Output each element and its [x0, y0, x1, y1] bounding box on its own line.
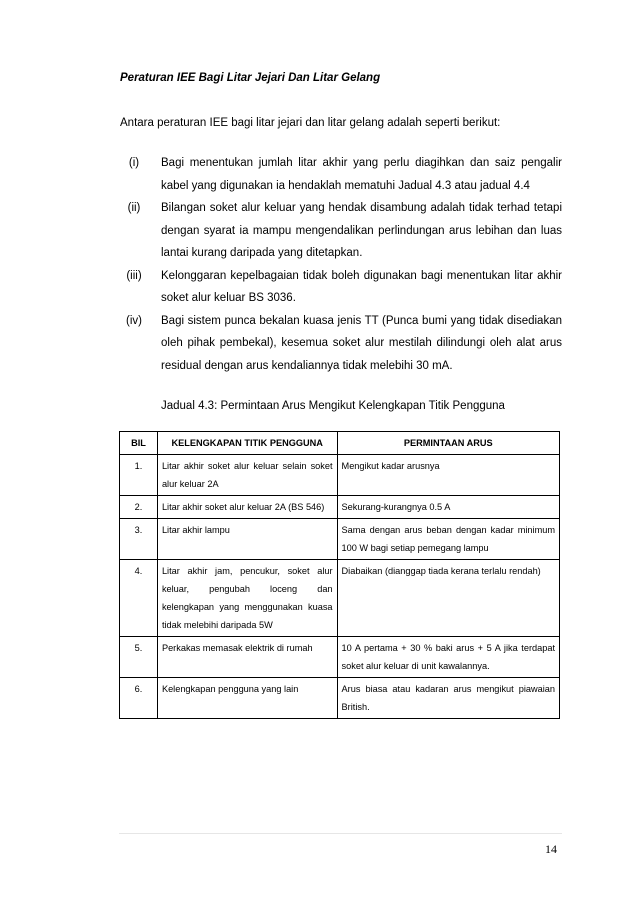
row-equipment: Perkakas memasak elektrik di rumah — [157, 637, 337, 678]
row-number: 4. — [120, 560, 158, 637]
row-number: 2. — [120, 496, 158, 519]
list-item-number: (iii) — [126, 269, 142, 282]
list-item-text: Kelonggaran kepelbagaian tidak boleh digunakan bagi menentukan litar akhir soket alur keluar BS 3036. — [161, 269, 562, 304]
list-item — [120, 197, 562, 265]
table-row — [120, 560, 560, 637]
list-item-text: Bagi menentukan jumlah litar akhir yang perlu diagihkan dan saiz pengalir kabel yang digunakan ia hendaklah mematuhi Jadual 4.3 atau jadual 4.4 — [161, 157, 562, 192]
list-item — [120, 310, 562, 378]
footer-divider — [119, 833, 562, 834]
list-item-number: (ii) — [127, 202, 141, 214]
list-item-number: (i) — [128, 157, 140, 169]
row-equipment: Kelengkapan pengguna yang lain — [157, 678, 337, 719]
current-demand-table — [119, 431, 560, 719]
list-item-number: (iv) — [126, 314, 142, 327]
table-row — [120, 678, 560, 719]
row-number: 1. — [120, 455, 158, 496]
row-demand: Arus biasa atau kadaran arus mengikut piawaian British. — [337, 678, 559, 719]
page-number: 14 — [545, 842, 557, 856]
list-item-text: Bilangan soket alur keluar yang hendak disambung adalah tidak terhad tetapi dengan syarat ia mampu mengendalikan perlindungan arus lebihan dan luas lantai kurang daripada yang ditetapkan. — [161, 202, 562, 259]
row-demand: Mengikut kadar arusnya — [337, 455, 559, 496]
row-equipment: Litar akhir soket alur keluar selain soket alur keluar 2A — [157, 455, 337, 496]
header-bil: BIL — [120, 432, 158, 455]
header-equipment: KELENGKAPAN TITIK PENGGUNA — [157, 432, 337, 455]
regulation-list — [120, 152, 562, 377]
table-caption: Jadual 4.3: Permintaan Arus Mengikut Kelengkapan Titik Pengguna — [161, 400, 505, 412]
row-equipment: Litar akhir soket alur keluar 2A (BS 546) — [157, 496, 337, 519]
header-demand: PERMINTAAN ARUS — [337, 432, 559, 455]
list-item-text: Bagi sistem punca bekalan kuasa jenis TT (Punca bumi yang tidak disediakan oleh pihak pembekal), kesemua soket alur mestilah dilindungi oleh alat arus residual dengan arus kendaliannya tidak melebihi 30 mA. — [161, 314, 562, 372]
list-item — [120, 152, 562, 197]
table-row — [120, 637, 560, 678]
table-row — [120, 455, 560, 496]
row-demand: 10 A pertama + 30 % baki arus + 5 A jika terdapat soket alur keluar di unit kawalannya. — [337, 637, 559, 678]
row-equipment: Litar akhir jam, pencukur, soket alur keluar, pengubah loceng dan kelengkapan yang menggunakan kuasa tidak melebihi daripada 5W — [157, 560, 337, 637]
row-number: 6. — [120, 678, 158, 719]
section-heading: Peraturan IEE Bagi Litar Jejari Dan Litar Gelang — [120, 72, 381, 84]
list-item — [120, 265, 562, 310]
table-header-row — [120, 432, 560, 455]
row-demand: Diabaikan (dianggap tiada kerana terlalu rendah) — [337, 560, 559, 637]
row-demand: Sekurang-kurangnya 0.5 A — [337, 496, 559, 519]
row-equipment: Litar akhir lampu — [157, 519, 337, 560]
table-row — [120, 496, 560, 519]
row-number: 5. — [120, 637, 158, 678]
table-row — [120, 519, 560, 560]
row-demand: Sama dengan arus beban dengan kadar minimum 100 W bagi setiap pemegang lampu — [337, 519, 559, 560]
row-number: 3. — [120, 519, 158, 560]
intro-paragraph: Antara peraturan IEE bagi litar jejari dan litar gelang adalah seperti berikut: — [120, 117, 501, 129]
